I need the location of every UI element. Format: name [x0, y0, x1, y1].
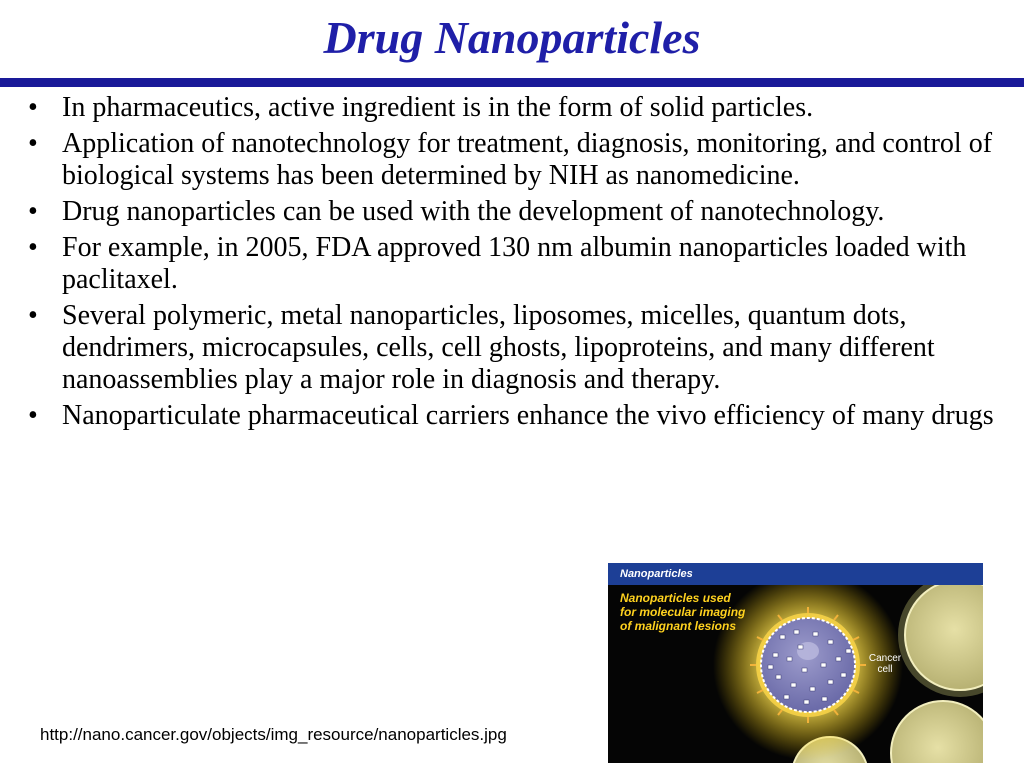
bullet-text: Application of nanotechnology for treatment, diagnosis, monitoring, and control of biological systems has been determined by NIH as nanomedicine. [62, 128, 993, 191]
bullet-item [22, 92, 1007, 124]
figure-caption-line: of malignant lesions [620, 619, 737, 633]
bullet-item [22, 232, 1007, 296]
bullet-item [22, 196, 1007, 228]
cancer-cell-label: Cancer cell [868, 653, 902, 675]
source-url: http://nano.cancer.gov/objects/img_resource/nanoparticles.jpg [40, 725, 507, 744]
bullet-item [22, 128, 1007, 192]
bullet-icon: • [28, 232, 38, 263]
figure-caption [620, 591, 745, 633]
bullet-icon: • [28, 300, 38, 331]
bullet-icon: • [28, 196, 38, 227]
bullet-icon: • [28, 128, 38, 159]
bullet-item [22, 400, 1007, 432]
neighbor-cell [891, 701, 983, 763]
bullet-icon: • [28, 400, 38, 431]
neighbor-cell [898, 585, 983, 697]
bullet-icon: • [28, 92, 38, 123]
figure-header: Nanoparticles [608, 563, 983, 585]
title-divider [0, 78, 1024, 87]
bullet-item [22, 300, 1007, 396]
bullet-text: Several polymeric, metal nanoparticles, liposomes, micelles, quantum dots, dendrimers, microcapsules, cells, cell ghosts, lipoproteins, and many different nanoassemblies play a major role in diagnosis and therapy. [62, 300, 935, 395]
figure-caption-line: Nanoparticles used [620, 591, 731, 605]
nanoparticles-illustration [608, 563, 983, 763]
slide-title: Drug Nanoparticles [323, 12, 701, 63]
figure-caption-line: for molecular imaging [620, 605, 746, 619]
bullet-text: Nanoparticulate pharmaceutical carriers enhance the vivo efficiency of many drugs [62, 400, 994, 431]
bullet-text: Drug nanoparticles can be used with the development of nanotechnology. [62, 196, 885, 227]
bullet-text: In pharmaceutics, active ingredient is in the form of solid particles. [62, 92, 814, 123]
bullet-list [22, 92, 1007, 436]
bullet-text: For example, in 2005, FDA approved 130 nm albumin nanoparticles loaded with paclitaxel. [62, 232, 967, 295]
